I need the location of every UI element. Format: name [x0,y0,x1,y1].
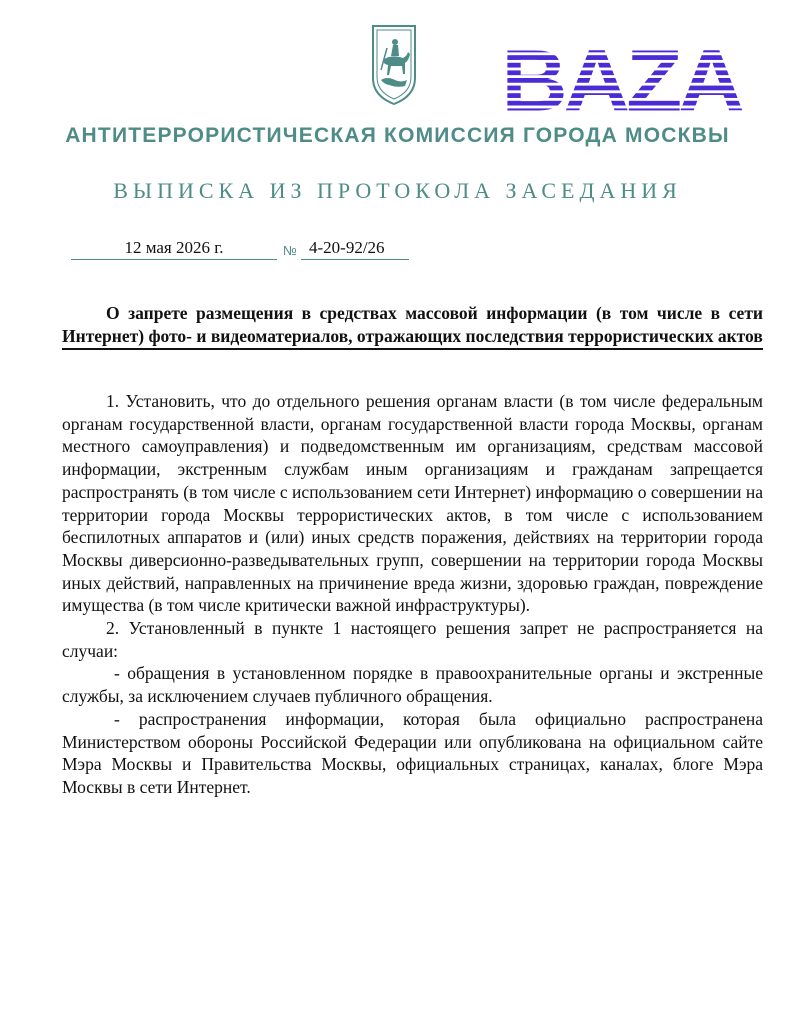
commission-name [0,124,803,148]
document-number: 4-20-92/26 [301,238,409,260]
watermark-text: BAZA [501,40,741,122]
list-item-2: - распространения информации, которая была официально распространена Министерством обороны Российской Федерации или опубликована на официальном сайте Мэра Москвы и Правительства Москвы, официальных страницах, каналах, блоге Мэра Москвы в сети Интернет. [62,708,763,797]
document-body [62,390,763,799]
paragraph-1: 1. Установить, что до отдельного решения органам власти (в том числе федеральным органам государственной власти, органам государственной власти города Москвы, органам местного самоуправления) и подведомственным им организациям, средствам массовой информации, экстренным службам иным организациям и гражданам запрещается распространять (в том числе с использованием сети Интернет) информацию о совершении на территории города Москвы террористических актов, в том числе с использованием беспилотных аппаратов и (или) иных средств поражения, действиях на территории города Москвы диверсионно-разведывательных групп, совершении на территории города Москвы иных действий, направленных на причинение вреда жизни, здоровью граждан, повреждение имущества (в том числе критически важной инфраструктуры). [62,391,763,616]
document-type-heading [0,178,803,204]
document-date: 12 мая 2026 г. [71,238,277,260]
baza-watermark-logo [466,40,776,122]
document-subject: О запрете размещения в средствах массовой информации (в том числе в сети Интернет) фото- и видеоматериалов, отражающих последствия террористических актов [62,302,763,350]
moscow-coat-of-arms-icon [369,20,419,108]
document-type-text: ВЫПИСКА ИЗ ПРОТОКОЛА ЗАСЕДАНИЯ [113,178,682,203]
number-sign: № [283,243,297,258]
list-item-1: - обращения в установленном порядке в правоохранительные органы и экстренные службы, за исключением случаев публичного обращения. [62,663,763,707]
commission-name-text: АНТИТЕРРОРИСТИЧЕСКАЯ КОМИССИЯ ГОРОДА МОСКВЫ [65,124,730,147]
paragraph-2: 2. Установленный в пункте 1 настоящего решения запрет не распространяется на случаи: [62,618,763,661]
